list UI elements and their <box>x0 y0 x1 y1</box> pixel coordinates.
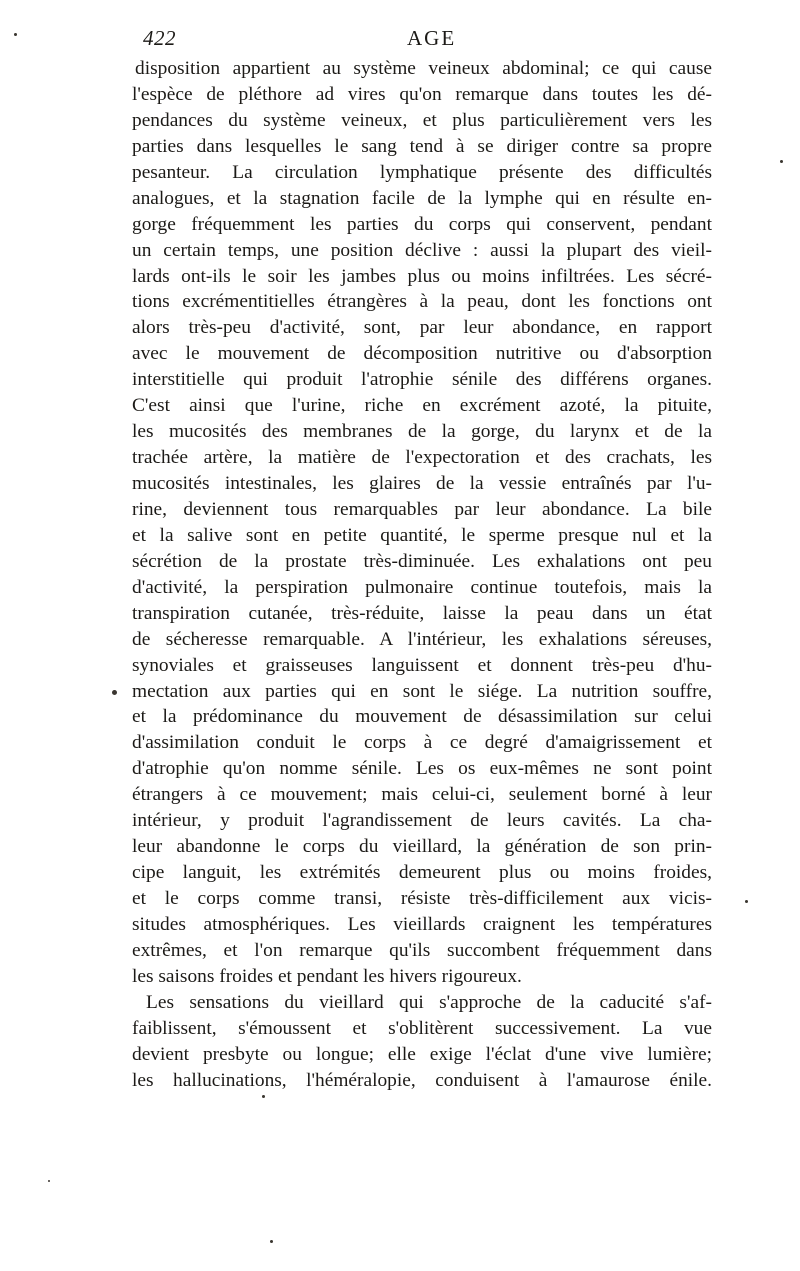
paper-speck <box>262 1095 265 1098</box>
text-line: parties dans lesquelles le sang tend à se diriger contre sa propre <box>132 135 712 157</box>
text-line: intérieur, y produit l'agrandissement de leurs cavités. La cha- <box>132 810 712 832</box>
paper-speck <box>48 1180 50 1182</box>
text-line: étrangers à ce mouvement; mais celui-ci, seulement borné à leur <box>132 784 712 806</box>
text-line: C'est ainsi que l'urine, riche en excrément azoté, la pituite, <box>132 395 712 417</box>
text-line: devient presbyte ou longue; elle exige l'éclat d'une vive lumière; <box>132 1043 712 1065</box>
text-line: l'espèce de pléthore ad vires qu'on remarque dans toutes les dé- <box>132 83 712 105</box>
paper-speck <box>270 1240 273 1243</box>
text-line: sécrétion de la prostate très-diminuée. Les exhalations ont peu <box>132 550 712 572</box>
text-line: disposition appartient au système veineux abdominal; ce qui cause <box>135 58 712 79</box>
paragraph-first-line: Les sensations du vieillard qui s'approche de la caducité s'af- <box>146 991 712 1013</box>
text-line: situdes atmosphériques. Les vieillards craignent les températures <box>132 913 712 935</box>
text-line: d'activité, la perspiration pulmonaire continue toutefois, mais la <box>132 576 712 598</box>
paragraph-last-line: les saisons froides et pendant les hivers rigoureux. <box>132 965 522 987</box>
text-line: lards ont-ils le soir les jambes plus ou moins infiltrées. Les sécré- <box>132 265 712 287</box>
text-line: tions excrémentitielles étrangères à la peau, dont les fonctions ont <box>132 291 712 313</box>
page-header <box>143 26 703 54</box>
text-line: pendances du système veineux, et plus particulièrement vers les <box>132 109 712 131</box>
text-line: cipe languit, les extrémités demeurent plus ou moins froides, <box>132 862 712 884</box>
running-head: AGE <box>407 26 457 50</box>
text-line: interstitielle qui produit l'atrophie sénile des différens organes. <box>132 369 712 391</box>
text-line: pesanteur. La circulation lymphatique présente des difficultés <box>132 161 712 183</box>
text-line: transpiration cutanée, très-réduite, laisse la peau dans un état <box>132 602 712 624</box>
paper-speck <box>780 160 783 163</box>
text-line: rine, deviennent tous remarquables par leur abondance. La bile <box>132 498 712 520</box>
paper-speck <box>112 690 117 695</box>
text-line: et la salive sont en petite quantité, le sperme presque nul et la <box>132 524 712 546</box>
text-line: trachée artère, la matière de l'expectoration et des crachats, les <box>132 447 712 469</box>
text-line: et la prédominance du mouvement de désassimilation sur celui <box>132 706 712 728</box>
text-line: mucosités intestinales, les glaires de la vessie entraînés par l'u- <box>132 473 712 494</box>
text-line: d'assimilation conduit le corps à ce degré d'amaigrissement et <box>132 732 712 754</box>
text-line: alors très-peu d'activité, sont, par leur abondance, en rapport <box>132 317 712 339</box>
text-line: extrêmes, et l'on remarque qu'ils succombent fréquemment dans <box>132 939 712 961</box>
text-line: avec le mouvement de décomposition nutritive ou d'absorption <box>132 343 712 365</box>
text-line: les mucosités des membranes de la gorge, du larynx et de la <box>132 421 712 443</box>
text-line: leur abandonne le corps du vieillard, la génération de son prin- <box>132 836 712 858</box>
text-line: un certain temps, une position déclive : aussi la plupart des vieil- <box>132 239 712 261</box>
body-text <box>132 56 712 1094</box>
text-line: et le corps comme transi, résiste très-difficilement aux vicis- <box>132 888 712 909</box>
text-line: de sécheresse remarquable. A l'intérieur, les exhalations séreuses, <box>132 628 712 650</box>
text-line: analogues, et la stagnation facile de la lymphe qui en résulte en- <box>132 187 712 209</box>
text-line: les hallucinations, l'héméralopie, conduisent à l'amaurose énile. <box>132 1069 712 1091</box>
text-line: synoviales et graisseuses languissent et donnent très-peu d'hu- <box>132 654 712 676</box>
paper-speck <box>745 900 748 903</box>
page-number: 422 <box>143 26 176 50</box>
text-line: gorge fréquemment les parties du corps qui conservent, pendant <box>132 213 712 235</box>
text-line: faiblissent, s'émoussent et s'oblitèrent successivement. La vue <box>132 1017 712 1039</box>
text-line: mectation aux parties qui en sont le siége. La nutrition souffre, <box>132 680 712 702</box>
text-line: d'atrophie qu'on nomme sénile. Les os eux-mêmes ne sont point <box>132 758 712 780</box>
paper-speck <box>14 33 17 36</box>
